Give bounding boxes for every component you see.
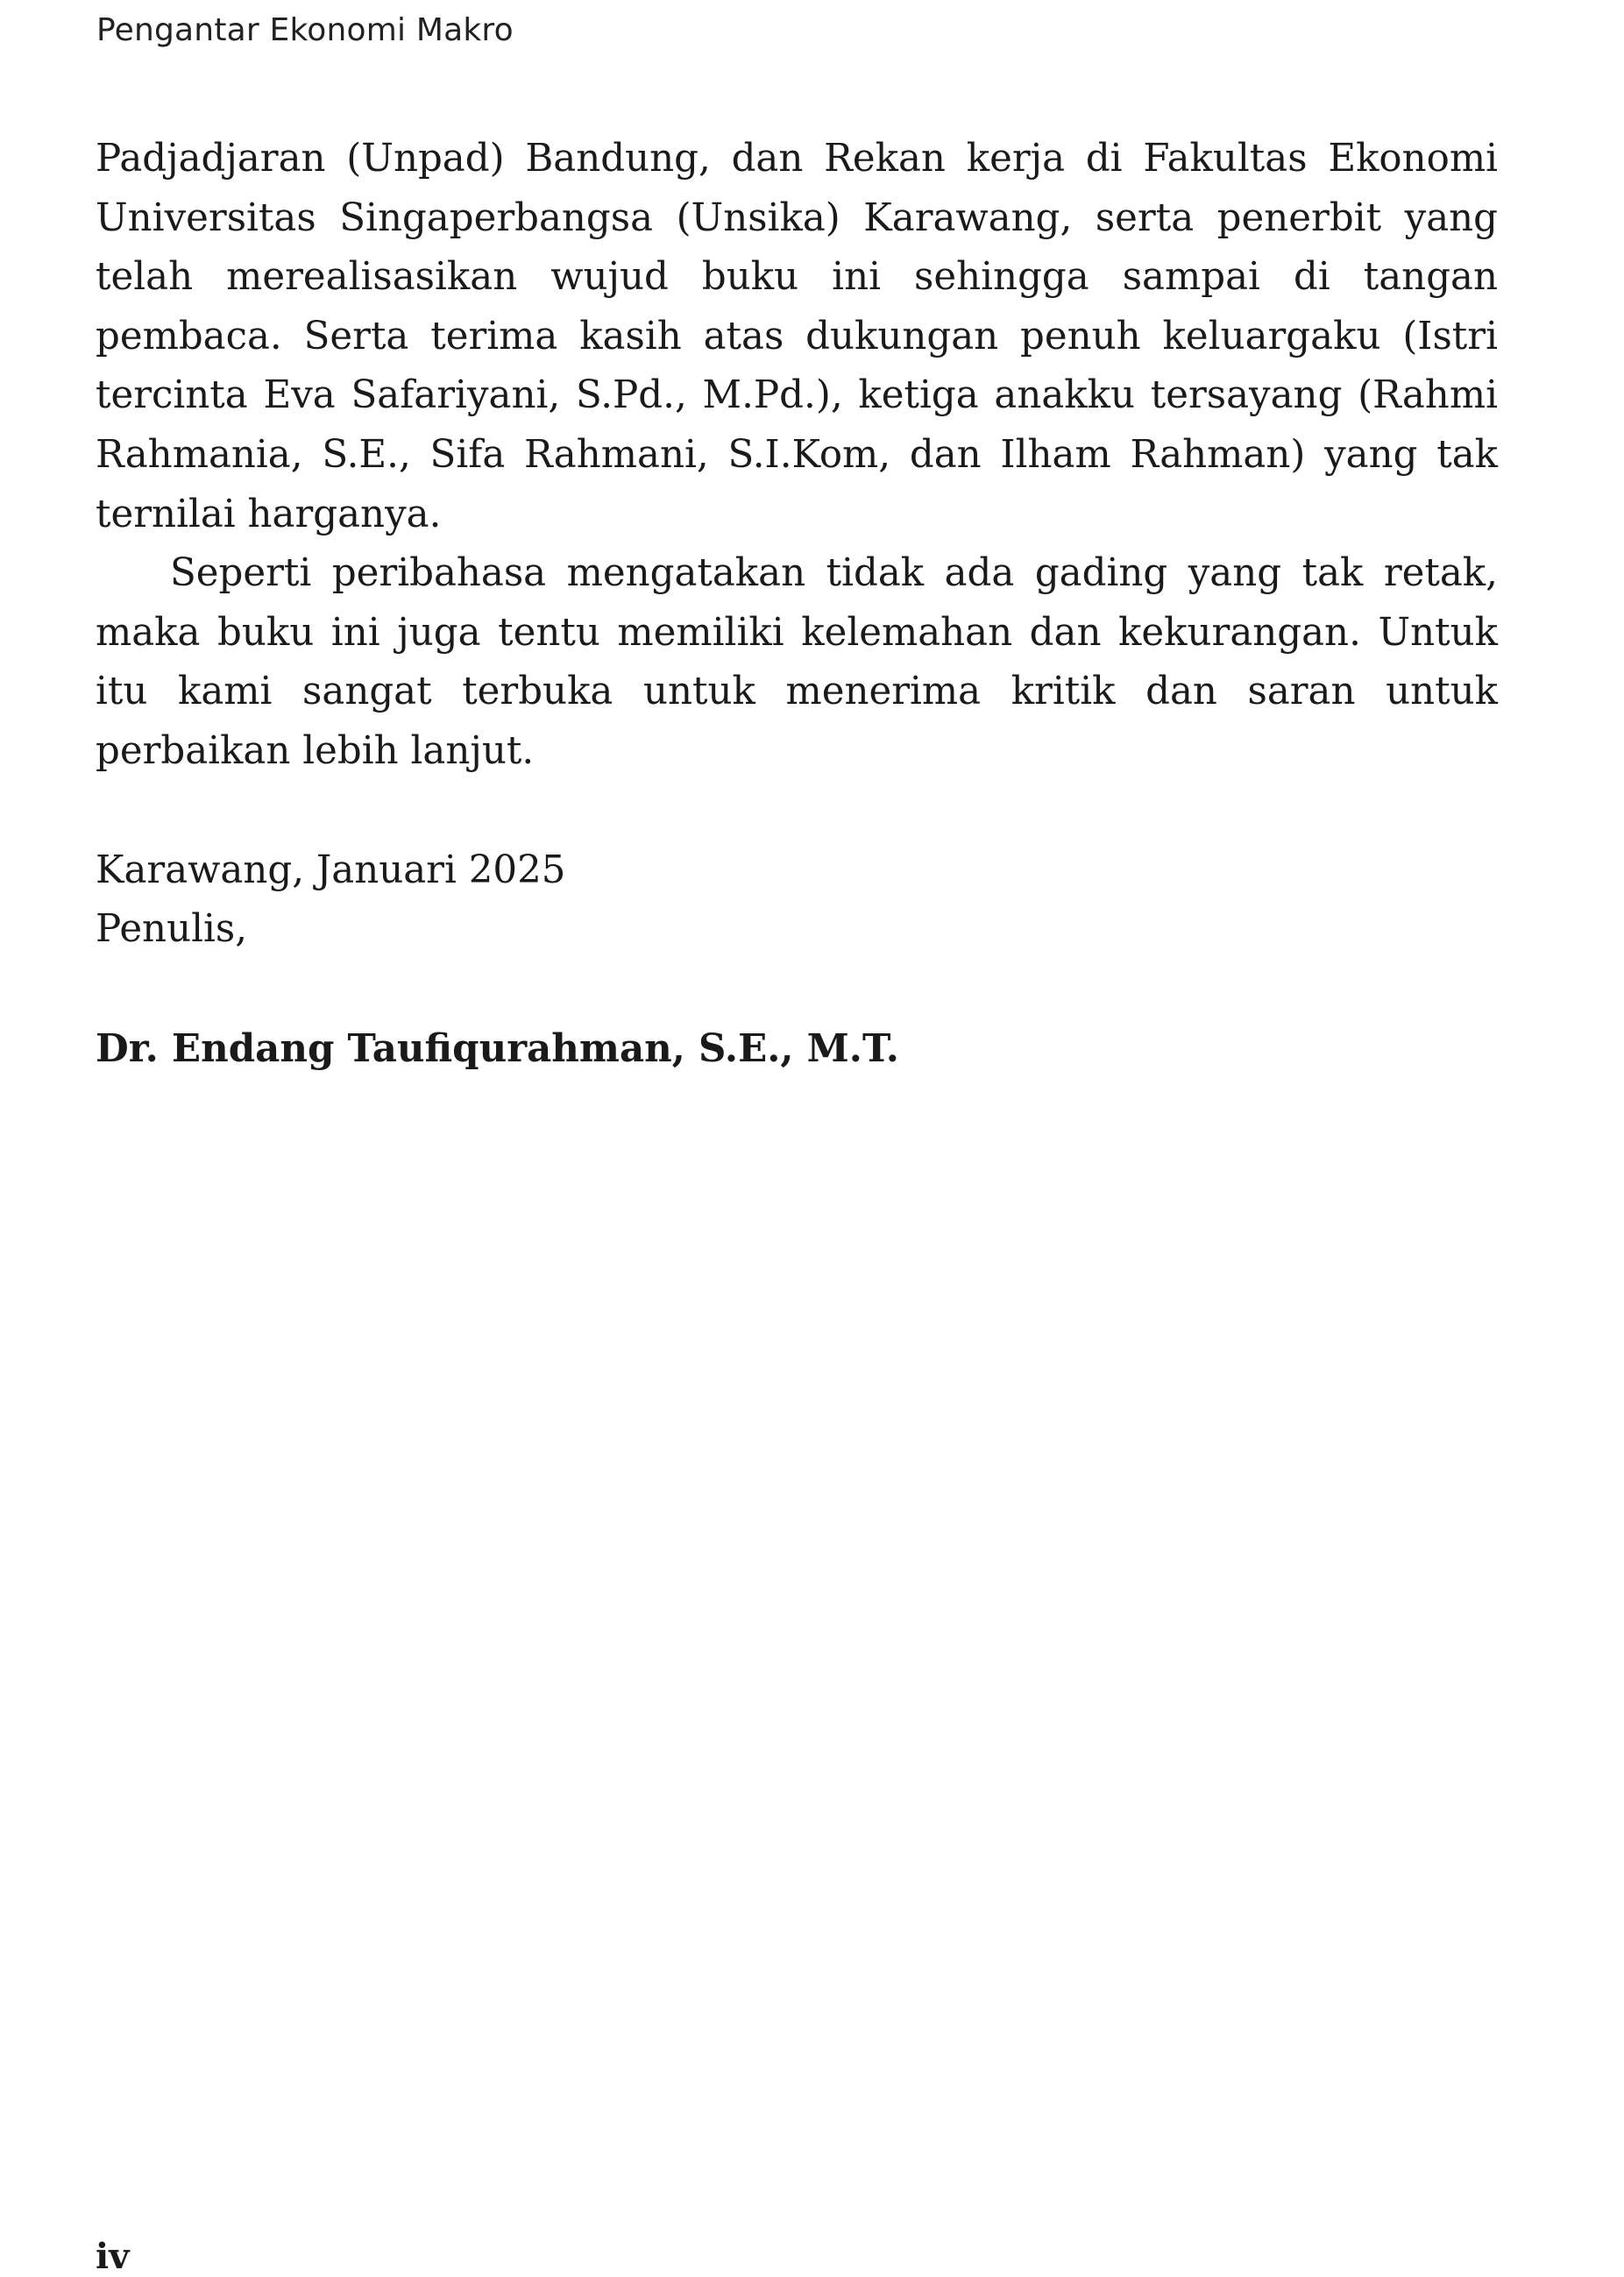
place-date: Karawang, Januari 2025 xyxy=(96,848,566,892)
paragraph-acknowledgements: Padjadjaran (Unpad) Bandung, dan Rekan kerja di Fakultas Ekonomi Universitas Singaperbangsa (Unsika) Karawang, serta penerbit yang telah merealisasikan wujud buku ini sehingga sampai di tangan pembaca. Serta terima kasih atas dukungan penuh keluargaku (Istri tercinta Eva Safariyani, S.Pd., M.Pd.), ketiga anakku tersayang (Rahmi Rahmania, S.E., Sifa Rahmani, S.I.Kom, dan Ilham Rahman) yang tak ternilai harganya. xyxy=(96,137,1498,536)
paragraph-closing-remarks: Seperti peribahasa mengatakan tidak ada gading yang tak retak, maka buku ini juga tentu memiliki kelemahan dan kekurangan. Untuk itu kami sangat terbuka untuk menerima kritik dan saran untuk perbaikan lebih lanjut. xyxy=(96,551,1498,773)
page-body xyxy=(96,130,1498,1078)
running-header-title: Pengantar Ekonomi Makro xyxy=(96,12,514,48)
signature-block xyxy=(96,841,1498,1079)
page-number: iv xyxy=(96,2236,130,2277)
signatory-role: Penulis, xyxy=(96,907,248,952)
author-name: Dr. Endang Taufiqurahman, S.E., M.T. xyxy=(96,1025,899,1071)
